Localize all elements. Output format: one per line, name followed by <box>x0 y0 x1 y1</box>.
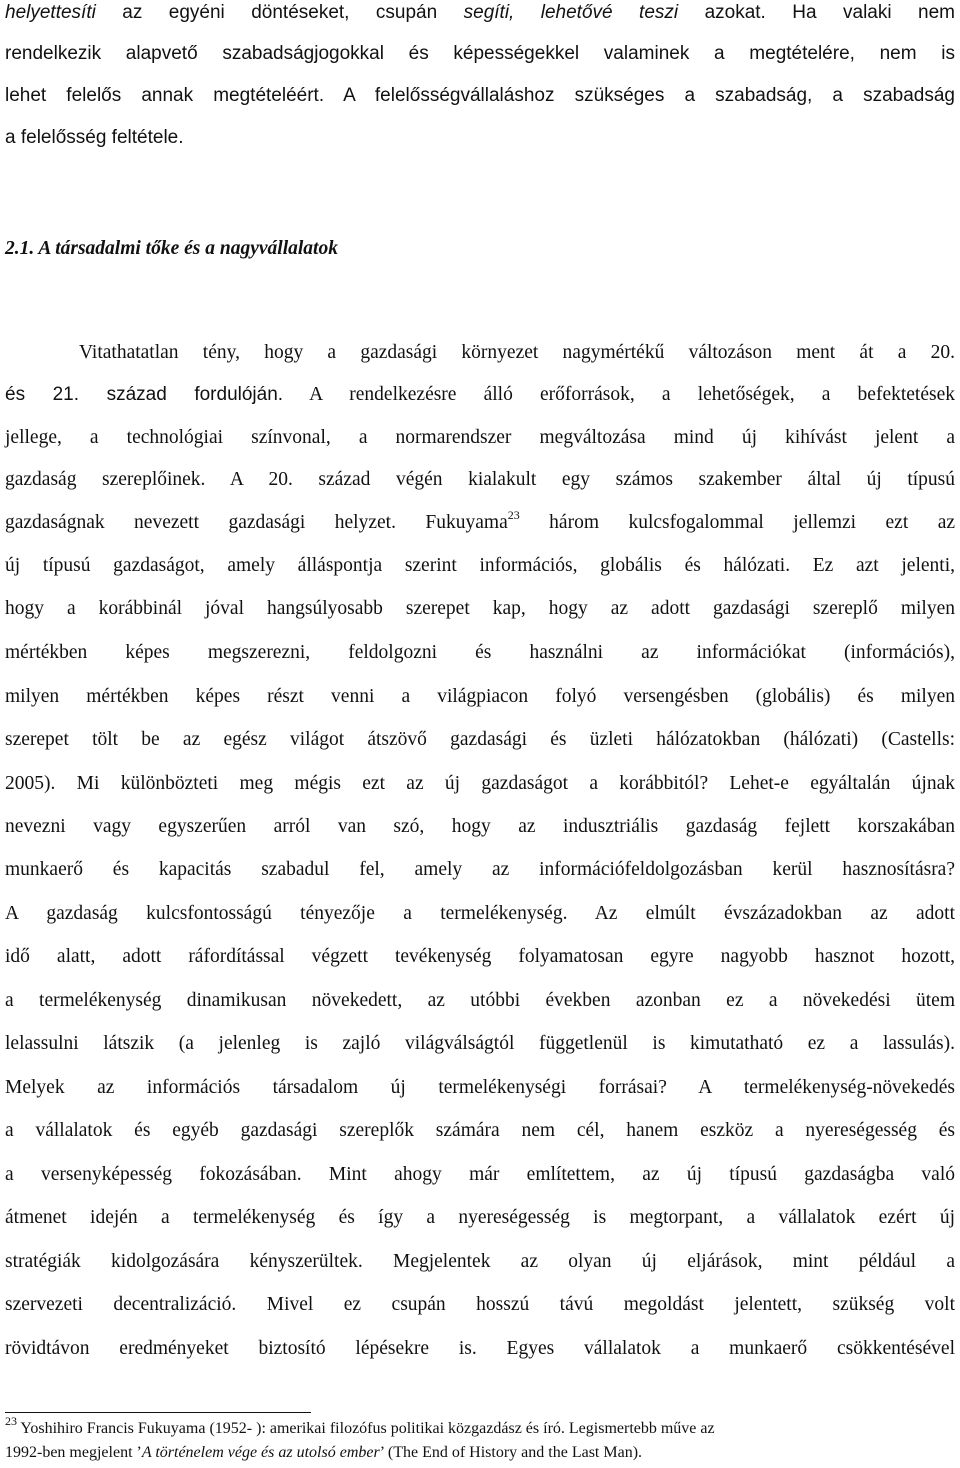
footnote-divider <box>5 1412 311 1413</box>
text-span: három kulcsfogalommal jellemzi ezt az <box>519 512 956 533</box>
text-span: Yoshihiro Francis Fukuyama (1952- ): amerikai filozófus politikai közgazdász és író. Legismertebb műve az <box>17 1420 715 1437</box>
text-line: A gazdaság kulcsfontosságú tényezője a termelékenység. Az elmúlt évszázadokban az adott <box>5 903 955 924</box>
footnote-line <box>5 1442 955 1464</box>
emphasis-text: helyettesíti <box>5 2 96 23</box>
text-line: nevezni vagy egyszerűen arról van szó, hogy az indusztriális gazdaság fejlett korszakában <box>5 816 955 837</box>
footnote-reference: 23 <box>507 507 520 522</box>
text-line: szerepet tölt be az egész világot átszövő gazdasági és üzleti hálózatokban (hálózati) (Castells: <box>5 729 955 750</box>
book-title: A történelem vége és az utolsó ember <box>141 1444 380 1461</box>
text-line: a termelékenység dinamikusan növekedett, az utóbbi években azonban ez a növekedési ütem <box>5 990 955 1011</box>
emphasis-text: segíti, lehetővé teszi <box>463 2 679 23</box>
text-line: mértékben képes megszerezni, feldolgozni és használni az információkat (információs), <box>5 642 955 663</box>
section-number: 2.1. <box>5 238 35 259</box>
text-line: munkaerő és kapacitás szabadul fel, amely az információfeldolgozásban kerül hasznosításra? <box>5 859 955 880</box>
section-title: A társadalmi tőke és a nagyvállalatok <box>38 238 338 259</box>
text-line: a vállalatok és egyéb gazdasági szereplők számára nem cél, hanem eszköz a nyereségesség és <box>5 1120 955 1141</box>
text-span: és 21. század fordulóján. <box>5 384 284 405</box>
text-line: lelassulni látszik (a jelenleg is zajló világválságtól függetlenül is kimutatható ez a lassulás). <box>5 1033 955 1054</box>
text-line: új típusú gazdaságot, amely álláspontja szerint információs, globális és hálózati. Ez azt jelenti, <box>5 555 955 576</box>
text-line: rövidtávon eredményeket biztosító lépésekre is. Egyes vállalatok a munkaerő csökkentésével <box>5 1338 955 1359</box>
text-line: idő alatt, adott ráfordítással végzett tevékenység folyamatosan egyre nagyobb hasznot hozott, <box>5 946 955 967</box>
text-line: 2005). Mi különbözteti meg mégis ezt az új gazdaságot a korábbitól? Lehet-e egyáltalán újnak <box>5 773 955 794</box>
text-line <box>5 507 956 536</box>
section-heading <box>5 236 955 262</box>
text-line: Vitathatatlan tény, hogy a gazdasági környezet nagymértékű változáson ment át a 20. <box>79 342 955 363</box>
text-line <box>5 0 955 26</box>
text-line: stratégiák kidolgozására kényszerültek. Megjelentek az olyan új eljárások, mint például a <box>5 1251 955 1272</box>
text-span: A rendelkezésre álló erőforrások, a lehetőségek, a befektetések <box>283 384 955 405</box>
text-line: szervezeti decentralizáció. Mivel ez csupán hosszú távú megoldást jelentett, szükség volt <box>5 1294 955 1315</box>
text-line: milyen mértékben képes részt venni a világpiacon folyó versengésben (globális) és milyen <box>5 686 955 707</box>
text-line: a felelősség feltétele. <box>5 127 184 148</box>
text-span: azokat. Ha valaki nem <box>678 2 955 23</box>
text-line: Melyek az információs társadalom új termelékenységi forrásai? A termelékenység-növekedés <box>5 1077 955 1098</box>
text-span: ’ (The End of History and the Last Man). <box>379 1444 643 1461</box>
text-line: rendelkezik alapvető szabadságjogokkal és képességekkel valaminek a megtételére, nem is <box>5 43 955 64</box>
text-line: a versenyképesség fokozásában. Mint ahogy már említettem, az új típusú gazdaságba való <box>5 1164 955 1185</box>
text-line: gazdaság szereplőinek. A 20. század végén kialakult egy számos szakember által új típusú <box>5 469 955 490</box>
text-line: hogy a korábbinál jóval hangsúlyosabb szerepet kap, hogy az adott gazdasági szereplő milyen <box>5 598 955 619</box>
text-line: jellege, a technológiai színvonal, a normarendszer megváltozása mind új kihívást jelent a <box>5 427 955 448</box>
footnote-number: 23 <box>5 1413 17 1428</box>
footnote-line <box>5 1413 955 1440</box>
text-span: 1992-ben megjelent ’ <box>5 1444 142 1461</box>
text-line <box>5 382 955 408</box>
text-line: lehet felelős annak megtételéért. A felelősségvállaláshoz szükséges a szabadság, a szabadság <box>5 85 955 106</box>
text-span: gazdaságnak nevezett gazdasági helyzet. Fukuyama <box>5 512 508 533</box>
text-span: az egyéni döntéseket, csupán <box>95 2 464 23</box>
text-line: átmenet idején a termelékenység és így a nyereségesség is megtorpant, a vállalatok ezért új <box>5 1207 955 1228</box>
